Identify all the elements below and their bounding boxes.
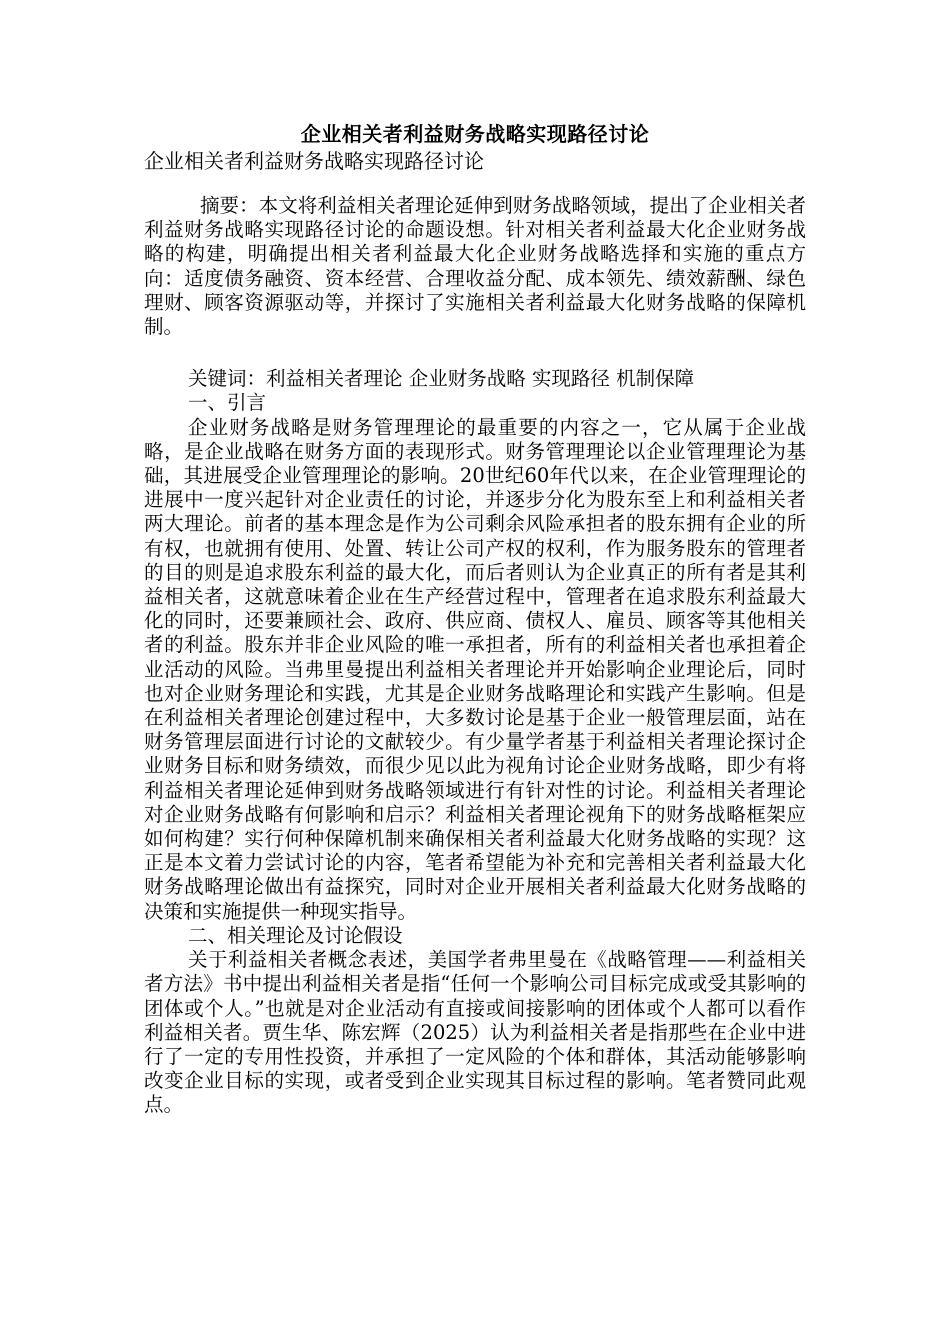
keywords-line: 关键词：利益相关者理论 企业财务战略 实现路径 机制保障 xyxy=(188,367,695,391)
document-page xyxy=(144,120,806,1118)
theory-paragraph: 关于利益相关者概念表述，美国学者弗里曼在《战略管理——利益相关者方法》书中提出利益相关者是指“任何一个影响公司目标完成或受其影响的团体或个人。”也就是对企业活动有直接或间接影响的团体或个人都可以看作利益相关者。贾生华、陈宏辉（2025）认为利益相关者是指那些在企业中进行了一定的专用性投资，并承担了一定风险的个体和群体，其活动能够影响改变企业目标的实现，或者受到企业实现其目标过程的影响。笔者赞同此观点。 xyxy=(144,948,806,1117)
abstract-paragraph: 摘要：本文将利益相关者理论延伸到财务战略领域，提出了企业相关者利益财务战略实现路径讨论的命题设想。针对相关者利益最大化企业财务战略的构建，明确提出相关者利益最大化企业财务战略选择和实施的重点方向：适度债务融资、资本经营、合理收益分配、成本领先、绩效薪酬、绿色理财、顾客资源驱动等，并探讨了实施相关者利益最大化财务战略的保障机制。 xyxy=(144,194,806,339)
section-heading-introduction: 一、引言 xyxy=(188,391,267,415)
document-subtitle: 企业相关者利益财务战略实现路径讨论 xyxy=(144,149,484,173)
section-heading-theory: 二、相关理论及讨论假设 xyxy=(188,923,403,947)
document-title: 企业相关者利益财务战略实现路径讨论 xyxy=(300,122,650,146)
introduction-paragraph: 企业财务战略是财务管理理论的最重要的内容之一，它从属于企业战略，是企业战略在财务方面的表现形式。财务管理理论以企业管理理论为基础，其进展受企业管理理论的影响。20世纪60年代以来，在企业管理理论的进展中一度兴起针对企业责任的讨论，并逐步分化为股东至上和利益相关者两大理论。前者的基本理念是作为公司剩余风险承担者的股东拥有企业的所有权，也就拥有使用、处置、转让公司产权的权利，作为服务股东的管理者的目的则是追求股东利益的最大化，而后者则认为企业真正的所有者是其利益相关者，这就意味着企业在生产经营过程中，管理者在追求股东利益最大化的同时，还要兼顾社会、政府、供应商、债权人、雇员、顾客等其他相关者的利益。股东并非企业风险的唯一承担者，所有的利益相关者也承担着企业活动的风险。当弗里曼提出利益相关者理论并开始影响企业理论后，同时也对企业财务理论和实践，尤其是企业财务战略理论和实践产生影响。但是在利益相关者理论创建过程中，大多数讨论是基于企业一般管理层面，站在财务管理层面进行讨论的文献较少。有少量学者基于利益相关者理论探讨企业财务目标和财务绩效，而很少见以此为视角讨论企业财务战略，即少有将利益相关者理论延伸到财务战略领域进行有针对性的讨论。利益相关者理论对企业财务战略有何影响和启示？利益相关者理论视角下的财务战略框架应如何构建？实行何种保障机制来确保相关者利益最大化财务战略的实现？这正是本文着力尝试讨论的内容，笔者希望能为补充和完善相关者利益最大化财务战略理论做出有益探究，同时对企业开展相关者利益最大化财务战略的决策和实施提供一种现实指导。 xyxy=(144,415,806,923)
